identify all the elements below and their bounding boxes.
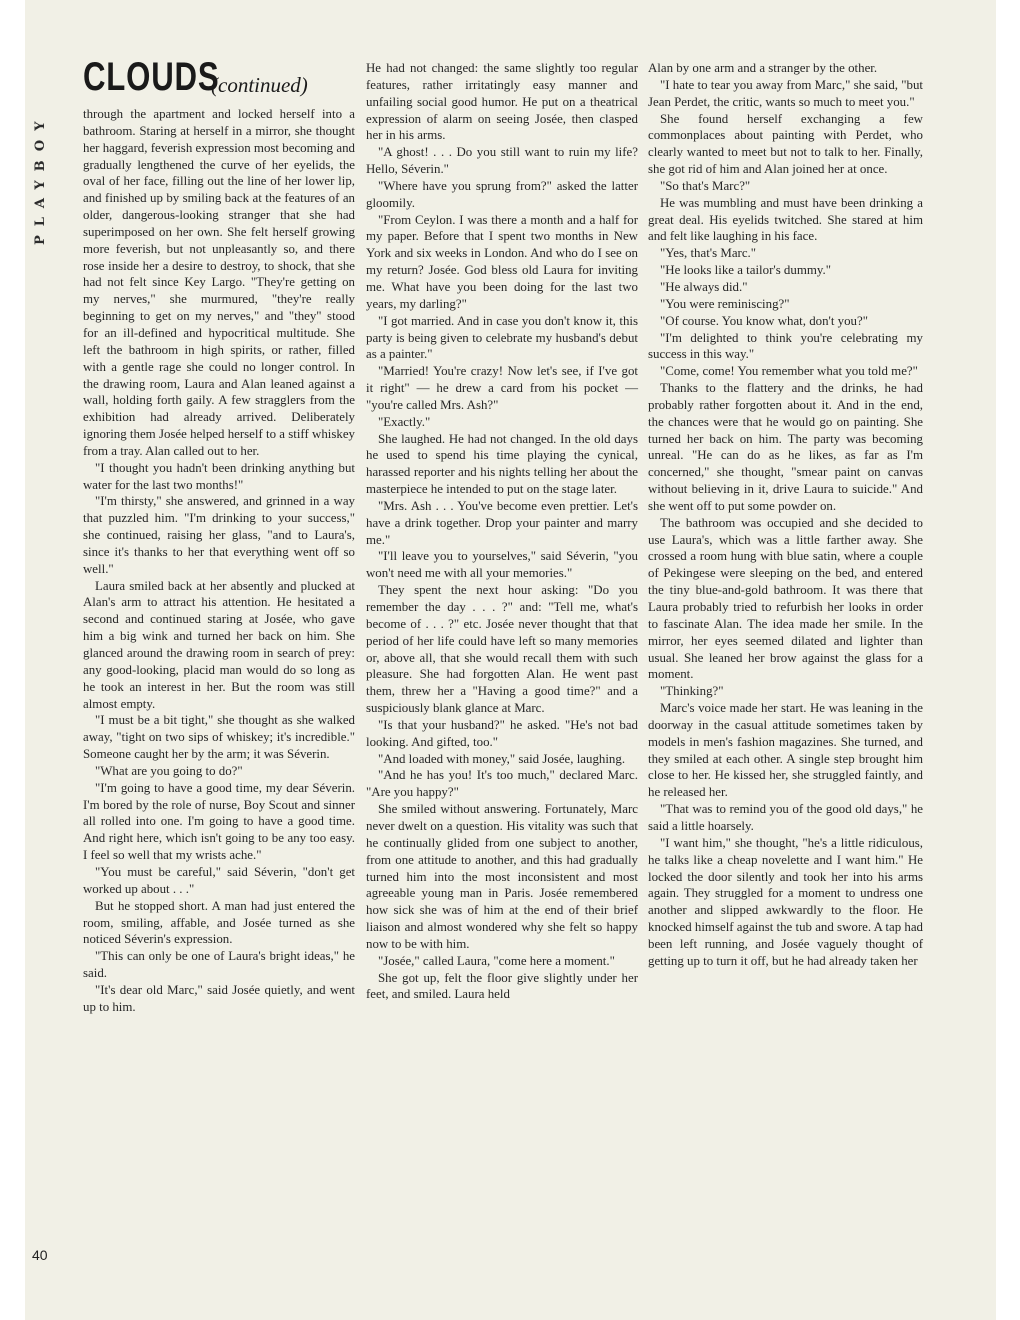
paragraph: "Come, come! You remember what you told me?": [660, 364, 918, 379]
text-column-3: [648, 60, 923, 970]
paragraph: "I thought you hadn't been drinking anything but water for the last two months!": [83, 460, 355, 492]
paragraph: Laura smiled back at her absently and plucked at Alan's arm to attract his attention. He hesitated a second and continued staring at Josée, who gave him a big wink and turned her back on him. She glanced around the drawing room in search of prey: any good-looking, placid man would do so long as he took an interest in her. But the room was still almost empty.: [83, 578, 355, 711]
paragraph: "You must be careful," said Séverin, "don't get worked up about . . .": [83, 864, 355, 896]
paragraph: "Where have you sprung from?" asked the latter gloomily.: [366, 178, 638, 210]
paragraph: "Married! You're crazy! Now let's see, if I've got it right" — he drew a card from his pocket — "you're called Mrs. Ash?": [366, 364, 638, 412]
paragraph: The bathroom was occupied and she decided to use Laura's, which was a little farther away. She crossed a room hung with blue satin, where a couple of Pekingese were sleeping on the bed, and entered the tiny blue-and-gold bathroom. It was there that Laura probably tried to refurbish her looks in order to fascinate Alan. The idea made her smile. In the mirror, her eyes seemed dilated and lighter than usual. She leaned her brow against the glass for a moment.: [648, 515, 923, 682]
paragraph: Marc's voice made her start. He was leaning in the doorway in the casual attitude sometimes taken by models in men's fashion magazines. She turned, and they smiled at each other. A single step brought him close to her. He kissed her, she struggled faintly, and he released her.: [648, 701, 923, 800]
paragraph: "I must be a bit tight," she thought as she walked away, "tight on two sips of whiskey; it's incredible." Someone caught her by the arm; it was Séverin.: [83, 713, 355, 762]
paragraph: "I want him," she thought, "he's a little ridiculous, he talks like a cheap novelette and I want him." He locked the door silently and took her into his arms again. They struggled for a moment to undress one another and slipped awkwardly to the floor. He knocked himself against the tub and swore. A tap had been left running, and Josée vaguely thought of getting up to turn it off, but he had already taken her: [648, 835, 923, 968]
paragraph: "From Ceylon. I was there a month and a half for my paper. Before that I spent two months in New York and six weeks in London. And who do I see on my return? Josée. God bless old Laura for inviting me. What have you been doing for the last two years, my darling?": [366, 212, 638, 311]
paragraph: "What are you going to do?": [95, 763, 243, 778]
article-title: [83, 55, 383, 105]
paragraph: "I'm delighted to think you're celebrating my success in this way.": [648, 330, 923, 362]
paragraph: "Josée," called Laura, "come here a moment.": [378, 953, 615, 968]
paragraph: "I'll leave you to yourselves," said Séverin, "you won't need me with all your memories.": [366, 549, 638, 581]
magazine-masthead: PLAYBOY: [33, 112, 48, 245]
paragraph: She found herself exchanging a few commonplaces about painting with Perdet, who clearly wanted to meet but not to talk to her. Finally, she got rid of him and Alan joined her at once.: [648, 111, 923, 177]
paragraph: "Exactly.": [378, 414, 431, 429]
text-column-1: [83, 106, 355, 1016]
paragraph: "And he has you! It's too much," declared Marc. "Are you happy?": [366, 768, 638, 800]
paragraph: "It's dear old Marc," said Josée quietly, and went up to him.: [83, 982, 355, 1014]
text-column-2: [366, 60, 638, 1003]
paragraph: She smiled without answering. Fortunately, Marc never dwelt on a question. His vitality was such that he continually glided from one subject to another, from one attitude to another, and this had gradually turned him into the most inconsistent and most agreeable young man in Paris. Josée remembered how sick she was of him at the end of their brief liaison and almost wondered why she felt so happy now to be with him.: [366, 802, 638, 951]
page-number: 40: [32, 1247, 48, 1263]
paragraph: "That was to remind you of the good old days," he said a little hoarsely.: [648, 802, 923, 833]
paragraph: "Mrs. Ash . . . You've become even prettier. Let's have a drink together. Drop your painter and marry me.": [366, 498, 638, 547]
paragraph: "Is that your husband?" he asked. "He's not bad looking. And gifted, too.": [366, 717, 638, 749]
paragraph: She got up, felt the floor give slightly under her feet, and smiled. Laura held: [366, 970, 638, 1002]
paragraph: "And loaded with money," said Josée, laughing.: [378, 751, 626, 766]
paragraph: "You were reminiscing?": [660, 296, 790, 311]
paragraph: "I got married. And in case you don't know it, this party is being given to celebrate my husband's debut as a painter.": [366, 313, 638, 362]
paragraph: "I'm thirsty," she answered, and grinned in a way that puzzled him. "I'm drinking to your success," she continued, raising her glass, "and to Laura's, since it's thanks to her that everything went off so well.": [83, 494, 355, 576]
paragraph: "Of course. You know what, don't you?": [660, 313, 868, 328]
paragraph: "Thinking?": [660, 684, 724, 699]
article-title-main: CLOUDS: [83, 55, 220, 99]
magazine-page: [25, 0, 996, 1320]
paragraph: "He looks like a tailor's dummy.": [660, 263, 831, 278]
paragraph: He was mumbling and must have been drinking a great deal. His eyelids twitched. She stared at him and felt like laughing in his face.: [648, 195, 923, 244]
paragraph: "A ghost! . . . Do you still want to ruin my life? Hello, Séverin.": [366, 145, 638, 177]
paragraph: through the apartment and locked herself into a bathroom. Staring at herself in a mirror, she thought her haggard, feverish expression most becoming and gradually lengthened the curve of her eyelids, the oval of her face, filling out the line of her lower lip, and finished up by smiling back at the features of an older, dangerous-looking stranger that she had superimposed on her own. She felt herself growing more feverish, but not unpleasantly so, and there rose inside her a desire to destroy, to shock, that she had not felt since Key Largo. "They're getting on my nerves," she murmured, "they're really beginning to get on my nerves," and "they" stood for an ill-defined and hypocritical multitude. She left the bathroom in high spirits, or rather, filled with a gentle rage she could no longer control. In the drawing room, Laura and Alan leaned against a wall, holding forth gaily. A few stragglers from the exhibition had already arrived. Deliberately ignoring them Josée helped herself to a stiff whiskey from a tray. Alan called out to her.: [83, 107, 355, 458]
paragraph: "This can only be one of Laura's bright ideas," he said.: [83, 949, 355, 981]
article-title-continued: (continued): [211, 73, 308, 97]
paragraph: Alan by one arm and a stranger by the other.: [648, 61, 878, 75]
paragraph: "So that's Marc?": [660, 178, 751, 193]
paragraph: "I'm going to have a good time, my dear Séverin. I'm bored by the role of nurse, Boy Scout and sinner all rolled into one. I'm going to have a good time. And right here, which isn't going to be any too easy. I feel so well that my wrists ache.": [83, 780, 355, 863]
paragraph: But he stopped short. A man had just entered the room, smiling, affable, and Josée turned as she noticed Séverin's expression.: [83, 898, 355, 947]
paragraph: They spent the next hour asking: "Do you remember the day . . . ?" and: "Tell me, what's become of . . . ?" etc. Josée never thought that that period of her life could have left so many memories or, above all, that she would recall them with such pleasure. She had forgotten Alan. He went past them, threw her a "Having a good time?" and a suspiciously blank glance at Marc.: [366, 583, 638, 716]
paragraph: "He always did.": [660, 279, 748, 294]
paragraph: She laughed. He had not changed. In the old days he used to spend his time playing the cynical, harassed reporter and his nights telling her about the masterpiece he intended to put on the stage later.: [366, 431, 638, 497]
paragraph: "Yes, that's Marc.": [660, 246, 757, 261]
paragraph: Thanks to the flattery and the drinks, he had probably rather forgotten about it. And in the end, the chances were that he would go on painting. She turned her back on him. The party was becoming unreal. "He can do as he likes, as far as I'm concerned," she thought, "smear paint on canvas without believing in it, drive Laura to suicide." And she went off to put some powder on.: [648, 381, 923, 513]
paragraph: "I hate to tear you away from Marc," she said, "but Jean Perdet, the critic, wants so much to meet you.": [648, 77, 923, 109]
paragraph: He had not changed: the same slightly too regular features, rather irritatingly easy manner and unfailing social good humor. He put on a theatrical expression of alarm on seeing Josée, then clasped her in his arms.: [366, 61, 638, 143]
